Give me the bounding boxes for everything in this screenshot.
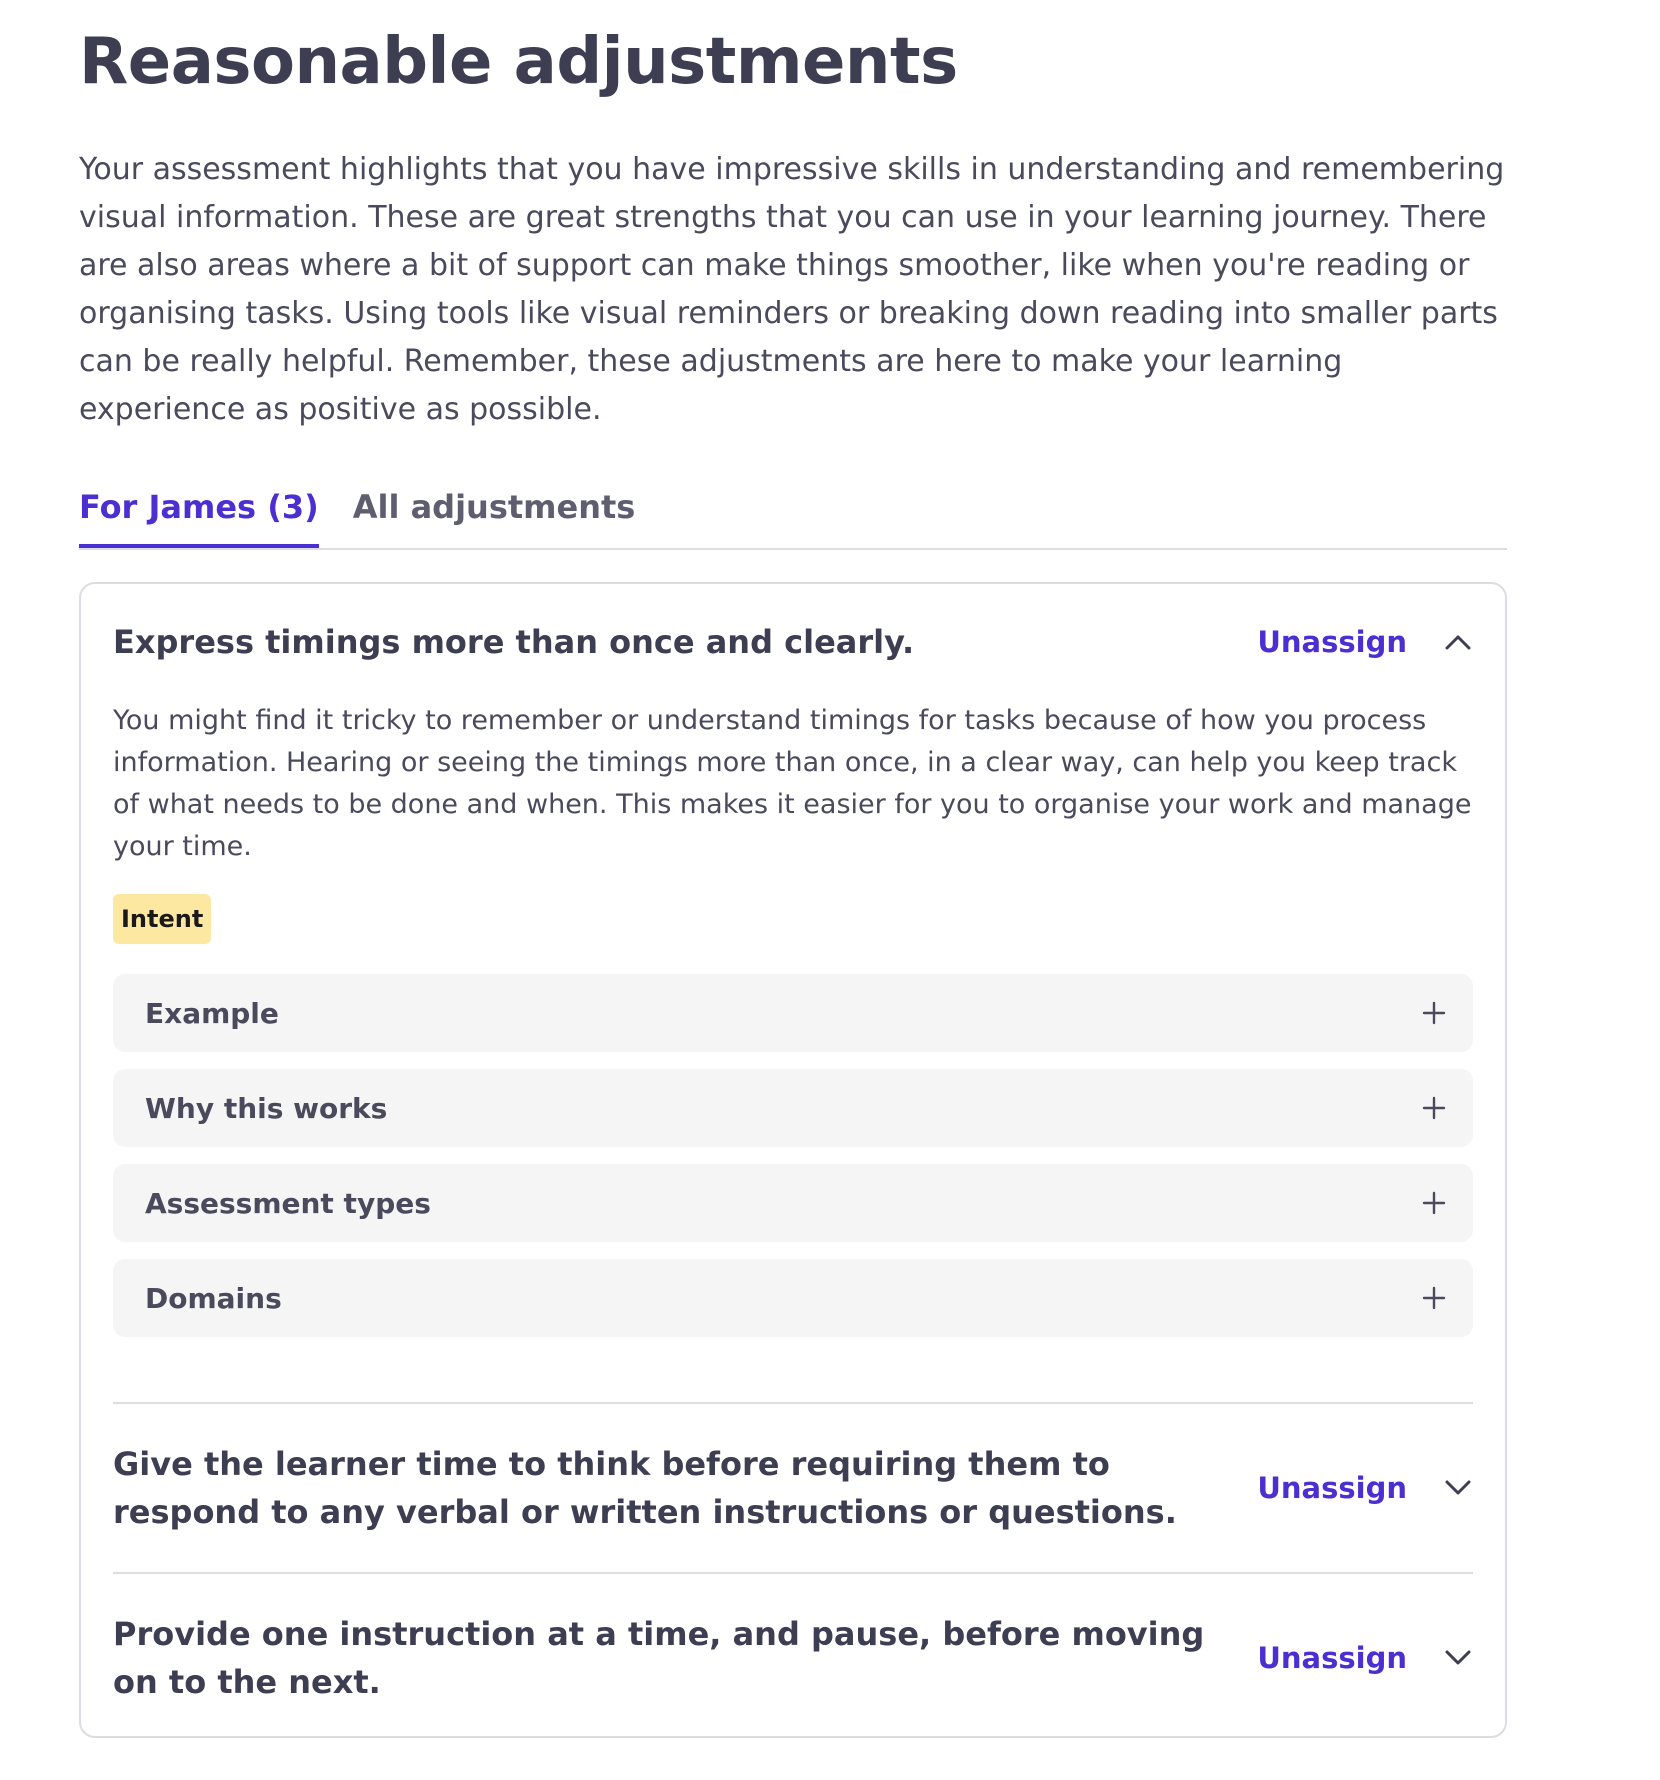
- adjustment-header[interactable]: [113, 1574, 1473, 1736]
- unassign-button[interactable]: Unassign: [1257, 625, 1407, 659]
- plus-icon: [1421, 1190, 1447, 1216]
- accordion-assessment-types[interactable]: [113, 1164, 1473, 1242]
- accordion-list: [113, 974, 1473, 1402]
- accordion-domains[interactable]: [113, 1259, 1473, 1337]
- accordion-label: Why this works: [145, 1091, 388, 1125]
- adjustment-title: Provide one instruction at a time, and pause, before moving on to the next.: [113, 1615, 1205, 1701]
- adjustment-actions: [1257, 625, 1473, 659]
- intent-tag: Intent: [113, 894, 211, 944]
- adjustment-header[interactable]: [113, 1404, 1473, 1572]
- adjustments-card: [79, 582, 1507, 1738]
- adjustment-title: Give the learner time to think before requiring them to respond to any verbal or written instructions or questions.: [113, 1445, 1177, 1531]
- plus-icon: [1421, 1095, 1447, 1121]
- accordion-label: Example: [145, 996, 279, 1030]
- adjustment-title: Express timings more than once and clearly.: [113, 623, 915, 661]
- unassign-button[interactable]: Unassign: [1257, 1471, 1407, 1505]
- adjustment-description: You might find it tricky to remember or understand timings for tasks because of how you process information. Hearing or seeing the timings more than once, in a clear way, can help you keep track of what needs to be done and when. This makes it easier for you to organise your work and manage your time.: [113, 705, 1472, 862]
- unassign-button[interactable]: Unassign: [1257, 1641, 1407, 1675]
- tab-bar: [79, 486, 1507, 550]
- tab-for-james[interactable]: For James (3): [79, 486, 319, 548]
- plus-icon: [1421, 1285, 1447, 1311]
- adjustment-actions: [1257, 1641, 1473, 1675]
- accordion-label: Assessment types: [145, 1186, 431, 1220]
- adjustment-actions: [1257, 1471, 1473, 1505]
- chevron-up-icon[interactable]: [1443, 627, 1473, 657]
- accordion-why-this-works[interactable]: [113, 1069, 1473, 1147]
- chevron-down-icon[interactable]: [1443, 1643, 1473, 1673]
- page-container: [79, 20, 1507, 1738]
- adjustment-header[interactable]: [113, 584, 1473, 700]
- page-title: Reasonable adjustments: [79, 25, 958, 99]
- chevron-down-icon[interactable]: [1443, 1473, 1473, 1503]
- intro-text: Your assessment highlights that you have impressive skills in understanding and remembering visual information. These are great strengths that you can use in your learning journey. There are also areas where a bit of support can make things smoother, like when you're reading or organising tasks. Using tools like visual reminders or breaking down reading into smaller parts can be really helpful. Remember, these adjustments are here to make your learning experience as positive as possible.: [79, 152, 1505, 427]
- plus-icon: [1421, 1000, 1447, 1026]
- accordion-example[interactable]: [113, 974, 1473, 1052]
- tab-all-adjustments[interactable]: All adjustments: [352, 488, 636, 526]
- accordion-label: Domains: [145, 1281, 282, 1315]
